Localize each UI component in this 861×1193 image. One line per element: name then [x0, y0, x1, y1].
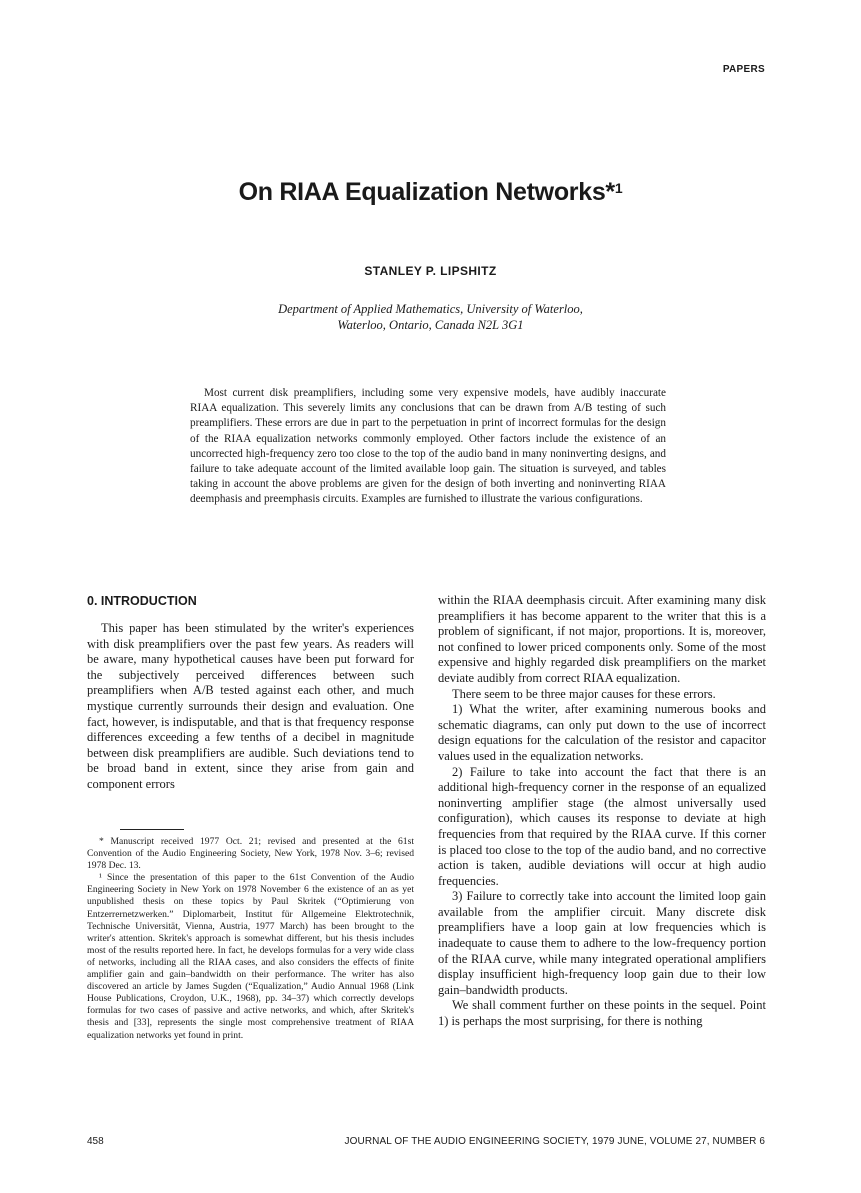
footnote-1: ¹ Since the presentation of this paper to the 61st Convention of the Audio Engineering Society in New York on 1978 November 6 the existence of an as yet unpublished thesis on these topics by Paul Skritek (“Optimierung von Entzerrernetzwerken.” Diplomarbeit, Institut für Allgemeine Elektrotechnik, Technische Universität, Vienna, Austria, 1977 March) has been brought to the writer's attention. Skritek's approach is somewhat different, but his thesis includes most of the results reported here. In fact, he develops formulas for a very wide class of networks, including all the RIAA cases, and also considers the effects of finite amplifier gain and gain–bandwidth on their performance. The writer has also discovered an article by James Sugden (“Equalization,” Audio Annual 1968 (Link House Publications, Croydon, U.K., 1968), pp. 34–37) which correctly develops formulas for two cases of passive and active networks, and which, after Skritek's thesis and [33], represents the single most comprehensive treatment of RIAA equalization networks yet found in print. — [87, 872, 414, 1041]
intro-paragraph: 2) Failure to take into account the fact that there is an additional high-frequency corner in the response of an equalized noninverting amplifier stage (the almost universally used configuration), which causes its response to deviate at high frequencies from that required by the RIAA curve. If this corner is placed too close to the top of the audio band, and no corrective action is taken, audible deviations will occur at high audio frequencies. — [438, 764, 766, 888]
abstract: Most current disk preamplifiers, including some very expensive models, have audibly inaccurate RIAA equalization. This severely limits any conclusions that can be drawn from A/B testing of such preamplifiers. These errors are due in part to the perpetuation in print of incorrect formulas for the design of the RIAA equalization networks commonly employed. Other factors include the existence of an uncorrected high-frequency zero too close to the top of the audio band in many noninverting designs, and failure to take adequate account of the limited available loop gain. The situation is surveyed, and tables taking in account the above problems are given for the design of both inverting and noninverting RIAA deemphasis and preemphasis circuits. Examples are furnished to illustrate the various configurations. — [190, 387, 666, 506]
intro-paragraph: We shall comment further on these points in the sequel. Point 1) is perhaps the most surprising, for there is nothing — [438, 998, 766, 1029]
journal-citation: JOURNAL OF THE AUDIO ENGINEERING SOCIETY, 1979 JUNE, VOLUME 27, NUMBER 6 — [344, 1136, 765, 1147]
title-footnote-marker: 1 — [614, 180, 623, 196]
paper-title — [0, 178, 861, 207]
intro-paragraph: 1) What the writer, after examining numerous books and schematic diagrams, can only put down to the use of incorrect design equations for the calculation of the resistor and capacitor values used in the equalization networks. — [438, 702, 766, 763]
intro-paragraph: 3) Failure to correctly take into account the limited loop gain available from the amplifier circuit. Many discrete disk preamplifiers have a loop gain at low frequencies which is inadequate to cause them to adhere to the low-frequency portion of the RIAA curve, while many integrated operational amplifiers display insufficient high-frequency loop gain due to their low gain–bandwidth products. — [438, 889, 766, 997]
footnotes — [87, 836, 414, 1042]
intro-paragraph: There seem to be three major causes for these errors. — [452, 686, 716, 701]
intro-paragraph: within the RIAA deemphasis circuit. After examining many disk preamplifiers it has become apparent to the writer that this is a problem of significant, if not major, proportions. It is, moreover, not confined to lower priced components only. Some of the most expensive and highly regarded disk preamplifiers on the market deviate audibly from correct RIAA equalization. — [438, 593, 766, 685]
section-label: PAPERS — [722, 64, 765, 75]
affiliation-line-1: Department of Applied Mathematics, University of Waterloo, — [278, 302, 583, 316]
page-number: 458 — [87, 1136, 104, 1147]
section-heading-introduction: 0. INTRODUCTION — [87, 594, 197, 608]
affiliation-line-2: Waterloo, Ontario, Canada N2L 3G1 — [337, 318, 524, 332]
author-affiliation — [0, 301, 861, 333]
intro-column-right — [438, 593, 766, 1030]
title-text: On RIAA Equalization Networks* — [238, 178, 615, 206]
author-name: STANLEY P. LIPSHITZ — [364, 264, 497, 278]
footnote-manuscript: * Manuscript received 1977 Oct. 21; revised and presented at the 61st Convention of the Audio Engineering Society, New York, 1978 Nov. 3–6; revised 1978 Dec. 13. — [87, 836, 414, 872]
intro-paragraph-left: This paper has been stimulated by the writer's experiences with disk preamplifiers over the past few years. As readers will be aware, many hypothetical causes have been put forward for the subjectively perceived differences between such preamplifiers when A/B tested against each other, and much mystique currently surrounds their design and evaluation. One fact, however, is indisputable, and that is that frequency response differences exceeding a few tenths of a decibel in magnitude between disk preamplifiers are audible. Such deviations tend to be broad band in extent, since they arise from gain and component errors — [87, 621, 414, 791]
footnote-divider — [120, 829, 184, 830]
